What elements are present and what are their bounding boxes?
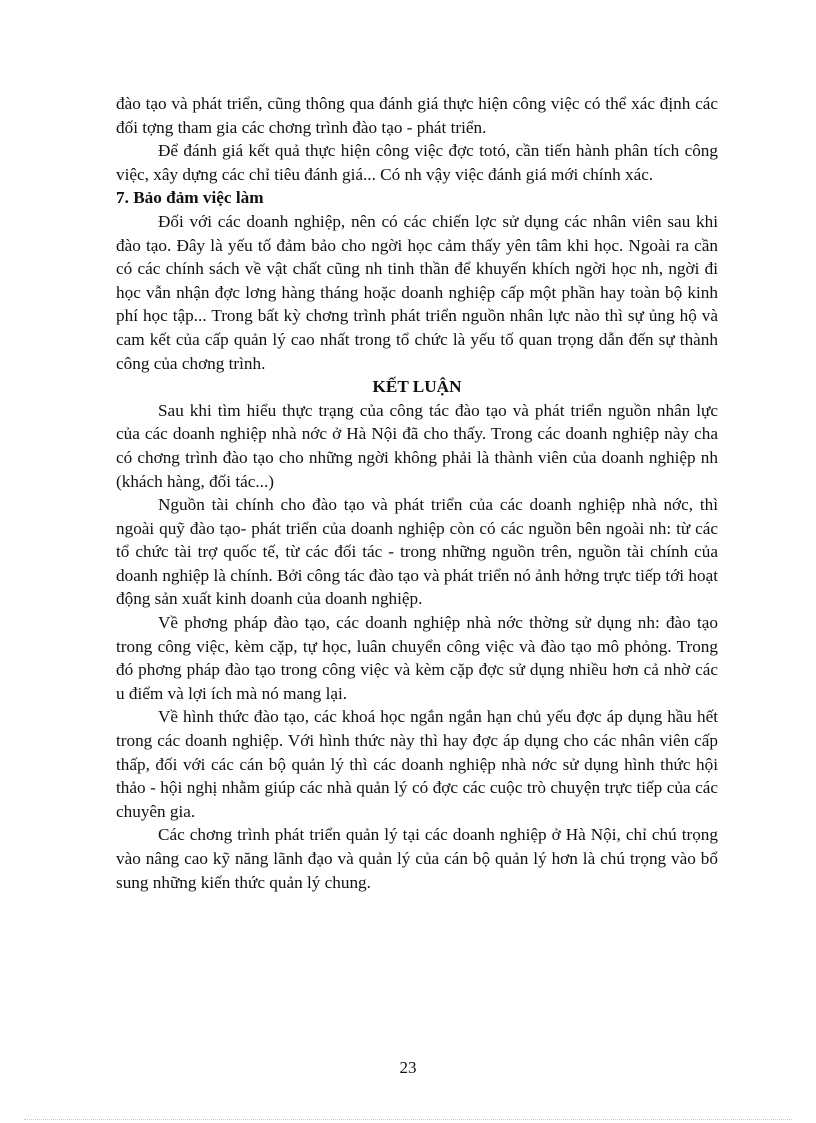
paragraph-forms: Về hình thức đào tạo, các khoá học ngắn ngắn hạn chủ yếu đợc áp dụng hầu hết trong các doanh nghiệp. Với hình thức này thì hay đợc áp dụng cho các nhân viên cấp thấp, đối với các cán bộ quản lý thì các doanh nghiệp nhà nớc sử dụng hình thức hội thảo - hội nghị nhằm giúp các nhà quản lý có đợc các cuộc trò chuyện trực tiếp của các chuyên gia.	[116, 707, 718, 821]
conclusion-heading: KẾT LUẬN	[372, 377, 462, 397]
paragraph-management-programs: Các chơng trình phát triển quản lý tại các doanh nghiệp ở Hà Nội, chỉ chú trọng vào nâng cao kỹ năng lãnh đạo và quản lý của cán bộ quản lý hơn là chú trọng vào bổ sung những kiến thức quản lý chung.	[116, 825, 718, 892]
page-body	[116, 92, 718, 894]
paragraph-methods: Về phơng pháp đào tạo, các doanh nghiệp nhà nớc thờng sử dụng nh: đào tạo trong công việc, kèm cặp, tự học, luân chuyển công việc và đào tạo mô phỏng. Trong đó phơng pháp đào tạo trong công việc và kèm cặp đợc sử dụng nhiều hơn cả nhờ các u điểm và lợi ích mà nó mang lại.	[116, 613, 718, 703]
paragraph-job-analysis: Để đánh giá kết quả thực hiện công việc đợc totó, cần tiến hành phân tích công việc, xây dựng các chỉ tiêu đánh giá... Có nh vậy việc đánh giá mới chính xác.	[116, 141, 718, 184]
paragraph-funding: Nguồn tài chính cho đào tạo và phát triển của các doanh nghiệp nhà nớc, thì ngoài quỹ đào tạo- phát triển của doanh nghiệp còn có các nguồn bên ngoài nh: từ các tổ chức tài trợ quốc tế, từ các đối tác - trong những nguồn trên, nguồn tài chính của doanh nghiệp là chính. Bởi công tác đào tạo và phát triển nó ảnh hởng trực tiếp tới hoạt động sản xuất kinh doanh của doanh nghiệp.	[116, 495, 718, 609]
paragraph-conclusion-intro: Sau khi tìm hiểu thực trạng của công tác đào tạo và phát triển nguồn nhân lực của các doanh nghiệp nhà nớc ở Hà Nội đã cho thấy. Trong các doanh nghiệp này cha có chơng trình đào tạo cho những ngời không phải là thành viên của doanh nghiệp nh (khách hàng, đối tác...)	[116, 400, 718, 491]
page-number: 23	[399, 1058, 417, 1077]
section-heading-job-security: 7. Bảo đảm việc làm	[116, 188, 264, 208]
paragraph-evaluation-continued: đào tạo và phát triển, cũng thông qua đánh giá thực hiện công việc có thể xác định các đối tợng tham gia các chơng trình đào tạo - phát triển.	[116, 94, 718, 137]
paragraph-job-security: Đối với các doanh nghiệp, nên có các chiến lợc sử dụng các nhân viên sau khi đào tạo. Đây là yếu tố đảm bảo cho ngời học cảm thấy yên tâm khi học. Ngoài ra cần có các chính sách về vật chất cũng nh tinh thần để khuyến khích ngời học nh, ngời đi học vẫn nhận đợc lơng hàng tháng hoặc doanh nghiệp cấp một phần hay toàn bộ kinh phí học tập... Trong bất kỳ chơng trình phát triển nguồn nhân lực nào thì sự ủng hộ và cam kết của cấp quản lý cao nhất trong tổ chức là yếu tố quan trọng dẫn đến sự thành công của chơng trình.	[116, 211, 718, 373]
page-bottom-divider	[24, 1119, 792, 1120]
